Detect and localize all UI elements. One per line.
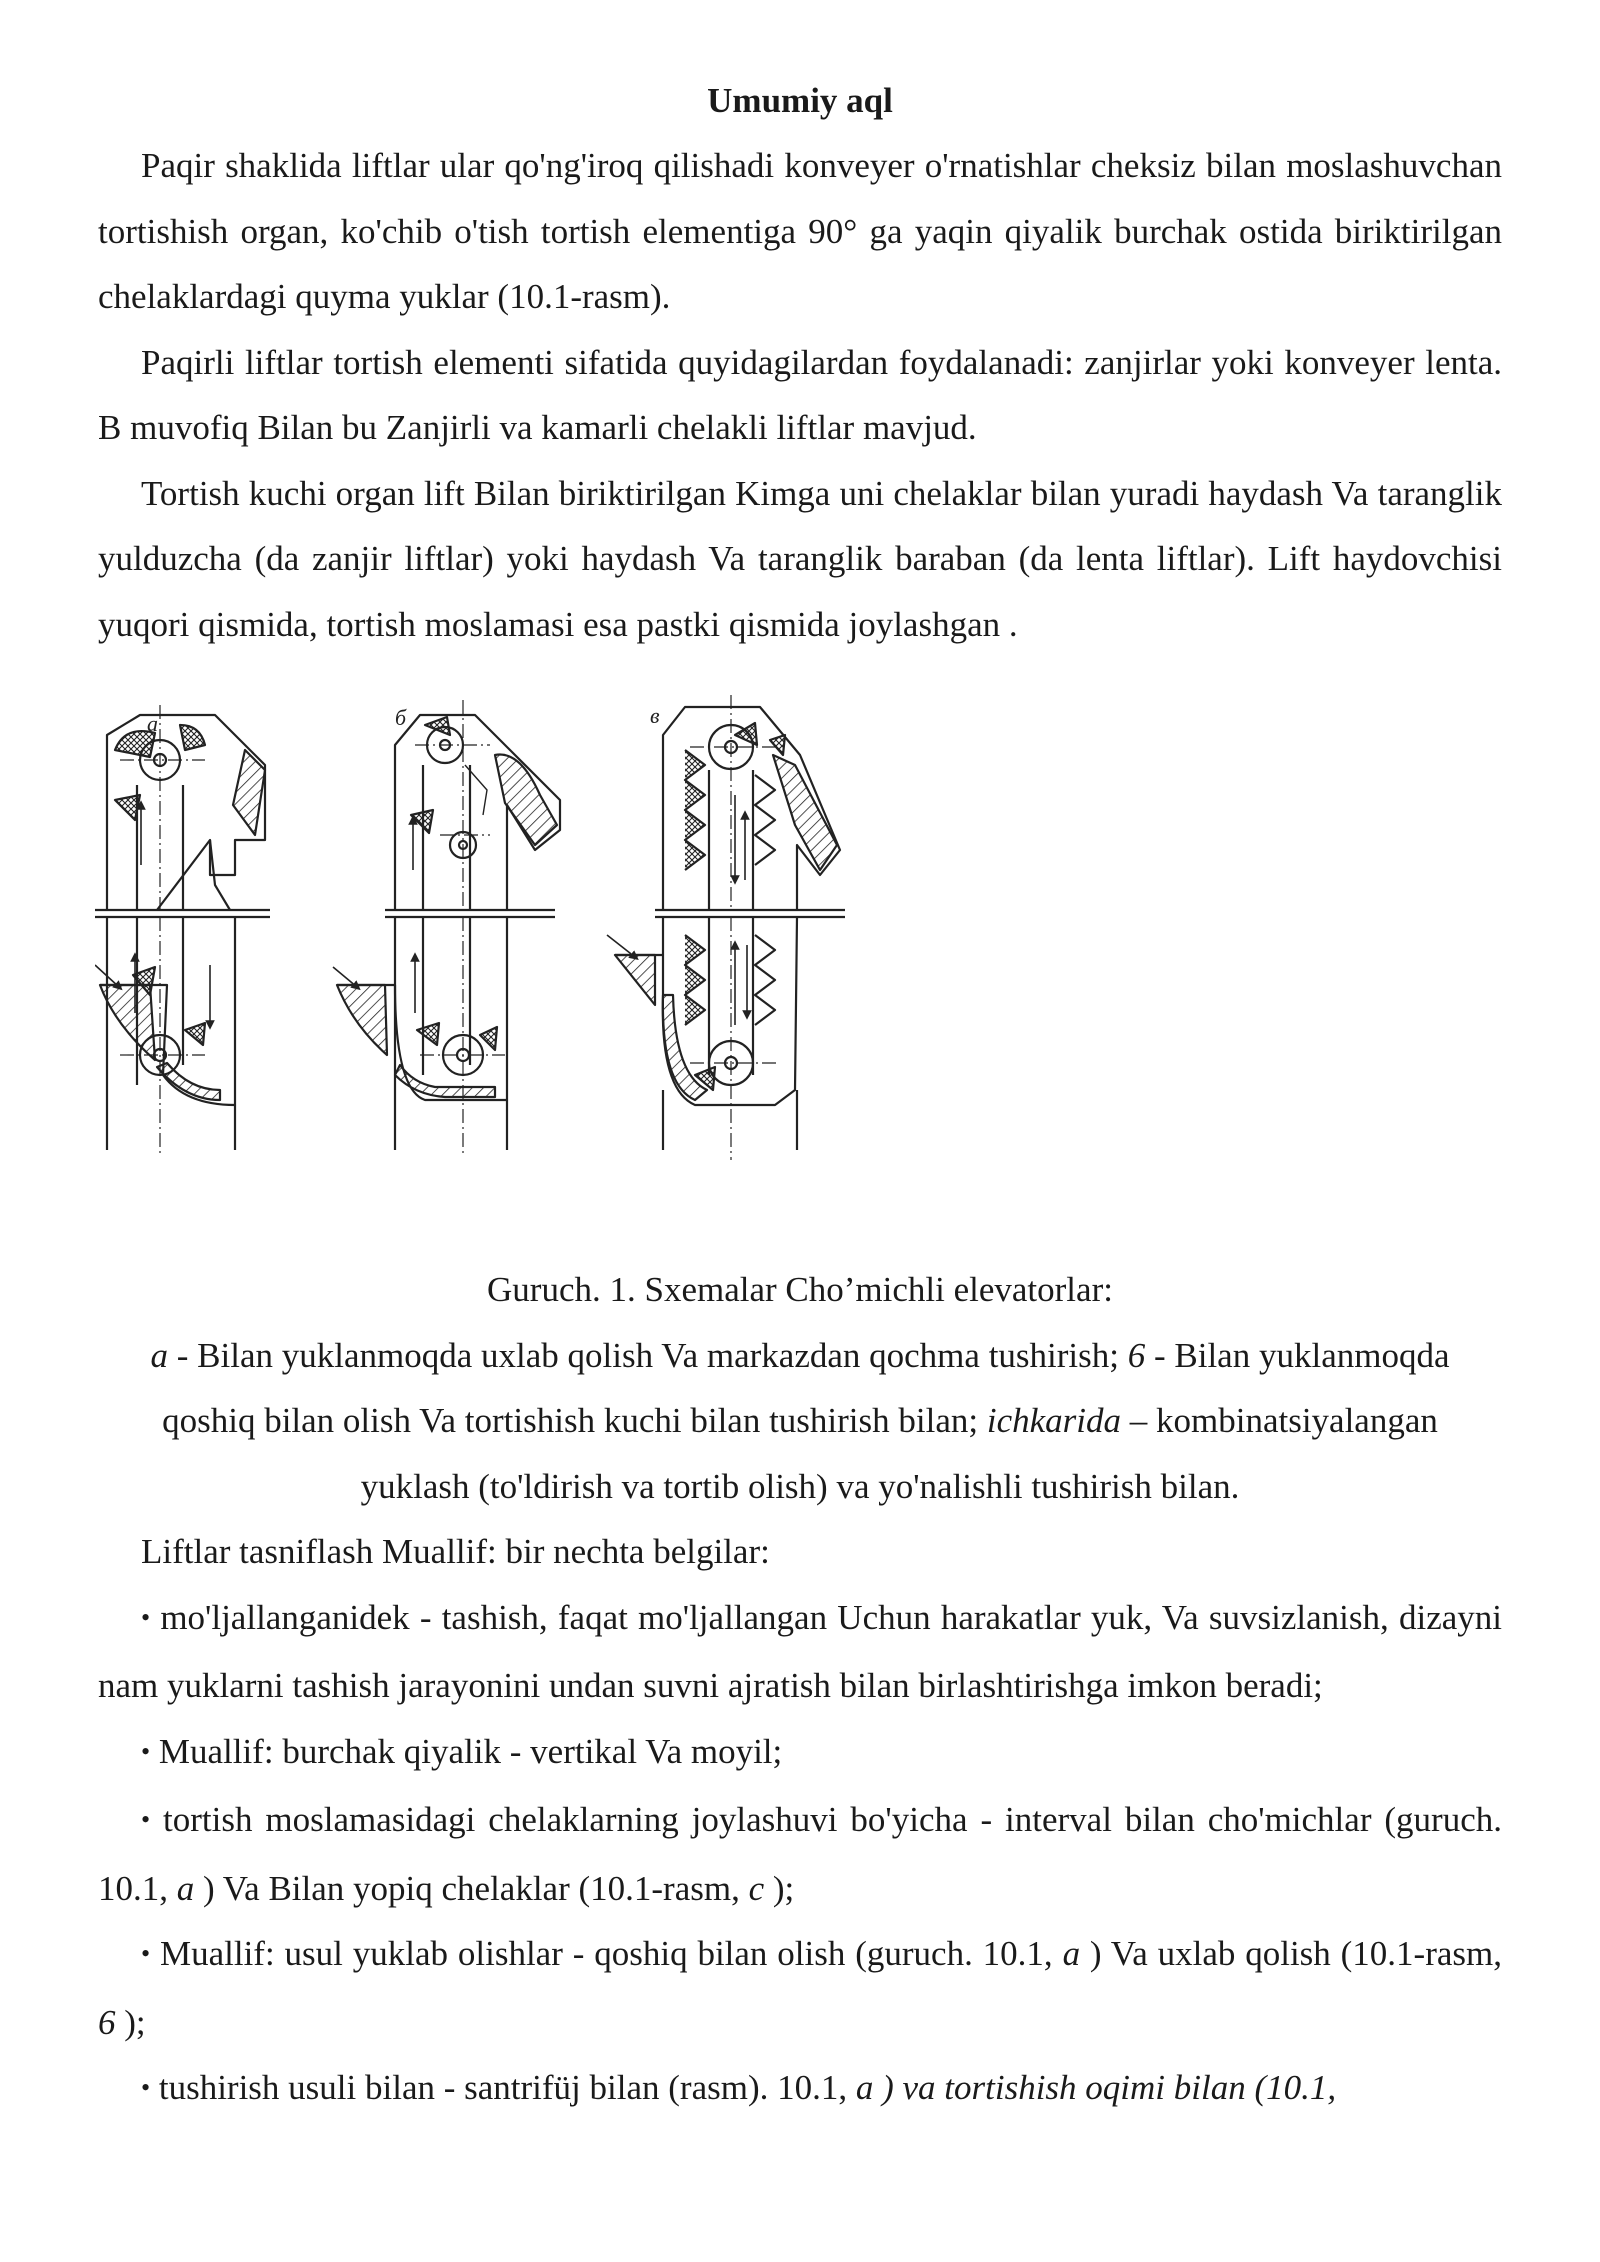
bullet-text: tushirish usuli bilan - santrifüj bilan (rasm). 10.1, xyxy=(158,2068,856,2107)
bullet-ref-mark: 6 xyxy=(98,2002,116,2042)
paragraph-1: Paqir shaklida liftlar ular qo'ng'iroq qilishadi konveyer o'rnatishlar cheksiz bilan moslashuvchan tortishish organ, ko'chib o'tish tortish elementiga 90° ga yaqin qiyalik burchak ostida biriktirilgan chelaklardagi quyma yuklar (10.1-rasm). xyxy=(98,146,1502,316)
bullet-text: mo'ljallanganidek - tashish, faqat mo'ljallangan Uchun harakatlar yuk, Va suvsizlanish, dizayni nam yuklarni tashish jarayonini undan suvni ajratish bilan birlashtirishga imkon beradi; xyxy=(98,1597,1502,1705)
caption-text-c: kombinatsiyalangan yuklash (to'ldirish va tortib olish) va yo'nalishli tushirish bilan. xyxy=(360,1401,1438,1506)
caption-mark-a: a xyxy=(150,1335,168,1375)
bucket-elevator-figure xyxy=(95,695,895,1165)
bullet-text: tortish moslamasidagi chelaklarning joylashuvi bo'yicha - interval bilan cho'michlar (guruch. 10.1, xyxy=(98,1800,1502,1908)
intro-text xyxy=(98,133,1502,657)
bullet-ref-mark: a xyxy=(1062,1934,1081,1973)
bullet-ref-mark: a xyxy=(176,1868,195,1908)
bullet-item xyxy=(98,2055,1502,2124)
caption-text-b: - Bilan yuklanmoqda qoshiq bilan olish Va tortishish kuchi bilan tushirish bilan; xyxy=(162,1335,1450,1440)
bullet-icon: • xyxy=(141,2073,151,2102)
diagram-b-head xyxy=(385,700,560,917)
bullet-item xyxy=(98,1719,1502,1788)
bullet-text: ) Va uxlab qolish (10.1-rasm, xyxy=(1080,1934,1503,1973)
diagram-c-boot xyxy=(607,917,797,1160)
diagram-a-boot xyxy=(95,917,235,1155)
bullet-icon: • xyxy=(141,1736,151,1766)
caption-mark-b: 6 xyxy=(1127,1335,1146,1375)
bullet-icon: • xyxy=(141,1805,151,1834)
diagram-label-b: б xyxy=(395,705,407,730)
bullet-item xyxy=(98,1787,1502,1921)
paragraph-2: Paqirli liftlar tortish elementi sifatida quyidagilardan foydalanadi: zanjirlar yoki konveyer lenta. B muvofiq Bilan bu Zanjirli va kamarli chelakli liftlar mavjud. xyxy=(98,342,1502,447)
caption-body xyxy=(150,1323,1450,1520)
bullet-text: ) Va Bilan yopiq chelaklar (10.1-rasm, xyxy=(194,1868,749,1908)
bullet-item xyxy=(98,1921,1502,2055)
caption-text-a: - Bilan yuklanmoqda uxlab qolish Va markazdan qochma tushirish; xyxy=(168,1335,1128,1375)
bullet-text: Muallif: usul yuklab olishlar - qoshiq bilan olish (guruch. 10.1, xyxy=(159,1934,1063,1973)
diagram-label-c: в xyxy=(650,703,660,728)
bullet-item xyxy=(98,1585,1502,1719)
bullet-text: ); xyxy=(764,1868,795,1908)
diagram-label-a: а xyxy=(147,711,158,736)
diagram-b-boot xyxy=(333,917,507,1155)
diagram-c-head xyxy=(655,695,845,917)
caption-line-1: Guruch. 1. Sxemalar Cho’michli elevatorlar: xyxy=(487,1270,1113,1309)
bullet-text: ); xyxy=(115,2002,146,2042)
classification-intro: Liftlar tasniflash Muallif: bir nechta belgilar: xyxy=(141,1532,770,1571)
bullet-ref-mark: c xyxy=(748,1868,765,1908)
bullet-icon: • xyxy=(141,1939,151,1968)
classification-section xyxy=(98,1519,1502,2124)
bullet-icon: • xyxy=(141,1602,151,1632)
page-title: Umumiy aql xyxy=(707,81,893,120)
figure-caption xyxy=(150,1257,1450,1519)
caption-mark-c: ichkarida – xyxy=(986,1401,1148,1440)
bullet-text: Muallif: burchak qiyalik - vertikal Va moyil; xyxy=(158,1731,783,1771)
diagram-a-head xyxy=(95,705,270,917)
paragraph-3: Tortish kuchi organ lift Bilan biriktirilgan Kimga uni chelaklar bilan yuradi haydash Va taranglik yulduzcha (da zanjir liftlar) yoki haydash Va taranglik baraban (da lenta liftlar). Lift haydovchisi yuqori qismida, tortish moslamasi esa pastki qismida joylashgan . xyxy=(98,473,1502,644)
bullet-ref-mark: a ) va tortishish oqimi bilan (10.1, xyxy=(855,2068,1337,2107)
